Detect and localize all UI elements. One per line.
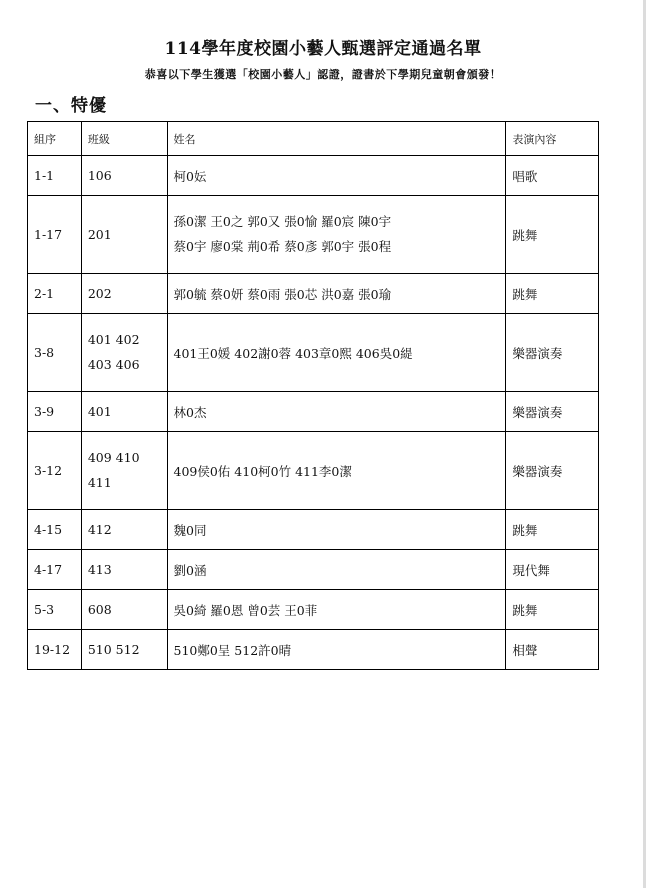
class-cell: 412 (81, 510, 167, 550)
table-row (28, 590, 599, 630)
table-row (28, 196, 599, 274)
page-subtitle: 恭喜以下學生獲選「校園小藝人」認證，證書於下學期兒童朝會頒發！ (144, 68, 502, 81)
group-cell: 5-3 (28, 590, 82, 630)
group-cell: 2-1 (28, 274, 82, 314)
names-line: 孫0潔 王0之 郭0又 張0愉 羅0宸 陳0宇 (173, 214, 392, 229)
class-cell: 608 (81, 590, 167, 630)
group-cell: 3-9 (28, 392, 82, 432)
table-row (28, 314, 599, 392)
class-cell: 413 (81, 550, 167, 590)
class-cell: 106 (81, 156, 167, 196)
performance-cell: 相聲 (506, 630, 599, 670)
names-cell: 柯0妘 (167, 156, 506, 196)
class-line: 401 402 (87, 332, 140, 347)
table-row (28, 630, 599, 670)
names-cell: 魏0同 (167, 510, 506, 550)
class-line: 409 410 (87, 450, 140, 465)
names-cell: 401王0媛 402謝0蓉 403章0熙 406吳0緹 (167, 314, 506, 392)
performance-cell: 跳舞 (506, 274, 599, 314)
performance-cell: 樂器演奏 (506, 314, 599, 392)
section-heading: 一、特優 (35, 96, 107, 116)
group-cell: 3-12 (28, 432, 82, 510)
table-row (28, 392, 599, 432)
names-cell: 510鄭0呈 512許0晴 (167, 630, 506, 670)
names-cell (167, 196, 506, 274)
table-row (28, 156, 599, 196)
class-cell (81, 432, 167, 510)
class-line: 403 406 (87, 357, 140, 372)
performance-cell: 現代舞 (506, 550, 599, 590)
names-cell: 吳0綺 羅0恩 曾0芸 王0菲 (167, 590, 506, 630)
performance-cell: 跳舞 (506, 590, 599, 630)
table-row (28, 432, 599, 510)
table-row (28, 510, 599, 550)
performance-cell: 樂器演奏 (506, 432, 599, 510)
header-names: 姓名 (167, 122, 506, 156)
names-cell: 郭0毓 蔡0妍 蔡0雨 張0芯 洪0嘉 張0瑜 (167, 274, 506, 314)
class-cell: 201 (81, 196, 167, 274)
class-cell (81, 314, 167, 392)
class-cell: 202 (81, 274, 167, 314)
performance-cell: 跳舞 (506, 196, 599, 274)
header-class: 班級 (81, 122, 167, 156)
names-cell: 林0杰 (167, 392, 506, 432)
group-cell: 3-8 (28, 314, 82, 392)
names-cell: 劉0涵 (167, 550, 506, 590)
class-cell: 510 512 (81, 630, 167, 670)
table-header-row (28, 122, 599, 156)
names-cell: 409侯0佑 410柯0竹 411李0潔 (167, 432, 506, 510)
class-cell: 401 (81, 392, 167, 432)
header-performance: 表演內容 (506, 122, 599, 156)
performance-cell: 跳舞 (506, 510, 599, 550)
table-row (28, 274, 599, 314)
results-table (27, 121, 599, 670)
group-cell: 4-15 (28, 510, 82, 550)
performance-cell: 樂器演奏 (506, 392, 599, 432)
page-title: 114學年度校園小藝人甄選評定通過名單 (164, 39, 482, 59)
group-cell: 1-17 (28, 196, 82, 274)
names-line: 蔡0宇 廖0棠 荊0希 蔡0彥 郭0宇 張0程 (173, 239, 392, 254)
header-group: 組序 (28, 122, 82, 156)
group-cell: 19-12 (28, 630, 82, 670)
group-cell: 4-17 (28, 550, 82, 590)
class-line: 411 (87, 475, 112, 490)
performance-cell: 唱歌 (506, 156, 599, 196)
group-cell: 1-1 (28, 156, 82, 196)
table-row (28, 550, 599, 590)
